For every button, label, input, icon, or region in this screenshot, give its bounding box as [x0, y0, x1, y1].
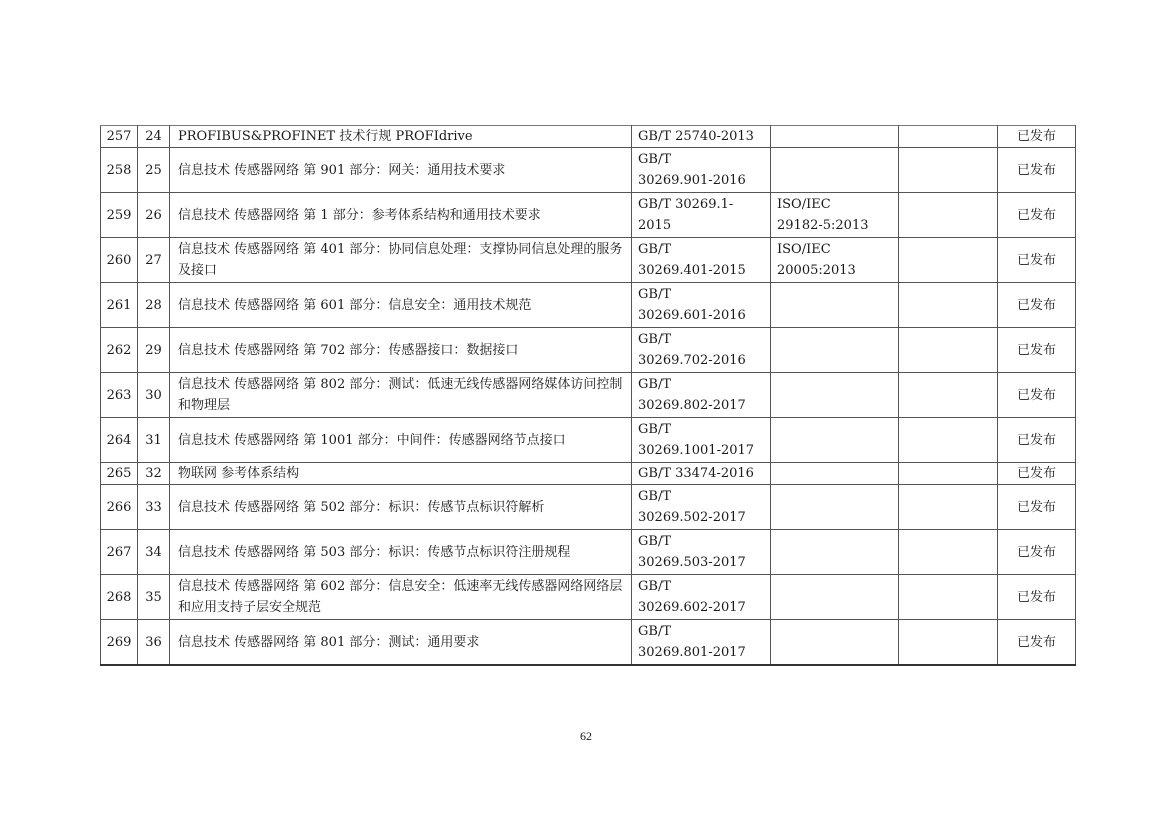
international-standard — [771, 283, 899, 328]
sequence-number: 36 — [138, 620, 170, 666]
note-cell — [899, 530, 998, 575]
row-number: 266 — [101, 485, 138, 530]
standard-name: 信息技术 传感器网络 第 502 部分：标识：传感节点标识符解析 — [170, 485, 632, 530]
sequence-number: 29 — [138, 328, 170, 373]
standard-name: 信息技术 传感器网络 第 1 部分：参考体系结构和通用技术要求 — [170, 193, 632, 238]
standard-code: GB/T 30269.401-2015 — [632, 238, 771, 283]
table-row — [101, 193, 1076, 238]
sequence-number: 32 — [138, 463, 170, 485]
standard-code: GB/T 30269.1001-2017 — [632, 418, 771, 463]
standard-code: GB/T 30269.602-2017 — [632, 575, 771, 620]
table-row — [101, 238, 1076, 283]
international-standard — [771, 328, 899, 373]
sequence-number: 34 — [138, 530, 170, 575]
table-row — [101, 126, 1076, 148]
international-standard — [771, 148, 899, 193]
status-cell: 已发布 — [998, 418, 1076, 463]
status-cell: 已发布 — [998, 328, 1076, 373]
international-standard — [771, 530, 899, 575]
sequence-number: 28 — [138, 283, 170, 328]
sequence-number: 33 — [138, 485, 170, 530]
standards-table — [100, 125, 1076, 666]
status-cell: 已发布 — [998, 148, 1076, 193]
standard-name: 信息技术 传感器网络 第 602 部分：信息安全：低速率无线传感器网络网络层和应用支持子层安全规范 — [170, 575, 632, 620]
row-number: 268 — [101, 575, 138, 620]
note-cell — [899, 418, 998, 463]
table-row — [101, 418, 1076, 463]
note-cell — [899, 463, 998, 485]
standard-name: PROFIBUS&PROFINET 技术行规 PROFIdrive — [170, 126, 632, 148]
table-row — [101, 328, 1076, 373]
standard-code: GB/T 30269.503-2017 — [632, 530, 771, 575]
row-number: 261 — [101, 283, 138, 328]
standard-code: GB/T 25740-2013 — [632, 126, 771, 148]
standard-name: 物联网 参考体系结构 — [170, 463, 632, 485]
status-cell: 已发布 — [998, 530, 1076, 575]
standard-code: GB/T 30269.1-2015 — [632, 193, 771, 238]
row-number: 258 — [101, 148, 138, 193]
status-cell: 已发布 — [998, 373, 1076, 418]
note-cell — [899, 620, 998, 666]
international-standard — [771, 575, 899, 620]
standard-name: 信息技术 传感器网络 第 901 部分：网关：通用技术要求 — [170, 148, 632, 193]
standard-code: GB/T 30269.801-2017 — [632, 620, 771, 666]
note-cell — [899, 126, 998, 148]
row-number: 257 — [101, 126, 138, 148]
note-cell — [899, 283, 998, 328]
standard-name: 信息技术 传感器网络 第 401 部分：协同信息处理：支撑协同信息处理的服务及接口 — [170, 238, 632, 283]
row-number: 263 — [101, 373, 138, 418]
note-cell — [899, 575, 998, 620]
row-number: 267 — [101, 530, 138, 575]
standard-name: 信息技术 传感器网络 第 503 部分：标识：传感节点标识符注册规程 — [170, 530, 632, 575]
sequence-number: 26 — [138, 193, 170, 238]
table-row — [101, 530, 1076, 575]
table-row — [101, 485, 1076, 530]
standard-name: 信息技术 传感器网络 第 702 部分：传感器接口：数据接口 — [170, 328, 632, 373]
sequence-number: 30 — [138, 373, 170, 418]
note-cell — [899, 373, 998, 418]
table-row — [101, 283, 1076, 328]
international-standard — [771, 463, 899, 485]
table-row — [101, 575, 1076, 620]
standard-name: 信息技术 传感器网络 第 601 部分：信息安全：通用技术规范 — [170, 283, 632, 328]
note-cell — [899, 238, 998, 283]
sequence-number: 31 — [138, 418, 170, 463]
standard-name: 信息技术 传感器网络 第 1001 部分：中间件：传感器网络节点接口 — [170, 418, 632, 463]
sequence-number: 35 — [138, 575, 170, 620]
status-cell: 已发布 — [998, 126, 1076, 148]
international-standard — [771, 418, 899, 463]
note-cell — [899, 485, 998, 530]
international-standard: ISO/IEC 20005:2013 — [771, 238, 899, 283]
status-cell: 已发布 — [998, 485, 1076, 530]
standard-code: GB/T 30269.502-2017 — [632, 485, 771, 530]
note-cell — [899, 193, 998, 238]
international-standard — [771, 620, 899, 666]
standard-code: GB/T 30269.702-2016 — [632, 328, 771, 373]
note-cell — [899, 328, 998, 373]
table-row — [101, 620, 1076, 666]
row-number: 259 — [101, 193, 138, 238]
international-standard — [771, 126, 899, 148]
sequence-number: 24 — [138, 126, 170, 148]
sequence-number: 27 — [138, 238, 170, 283]
row-number: 269 — [101, 620, 138, 666]
status-cell: 已发布 — [998, 283, 1076, 328]
sequence-number: 25 — [138, 148, 170, 193]
row-number: 264 — [101, 418, 138, 463]
row-number: 265 — [101, 463, 138, 485]
table-row — [101, 148, 1076, 193]
standard-name: 信息技术 传感器网络 第 802 部分：测试：低速无线传感器网络媒体访问控制和物理层 — [170, 373, 632, 418]
status-cell: 已发布 — [998, 620, 1076, 666]
standard-code: GB/T 30269.901-2016 — [632, 148, 771, 193]
status-cell: 已发布 — [998, 238, 1076, 283]
row-number: 260 — [101, 238, 138, 283]
international-standard — [771, 373, 899, 418]
standard-code: GB/T 30269.802-2017 — [632, 373, 771, 418]
international-standard: ISO/IEC 29182-5:2013 — [771, 193, 899, 238]
status-cell: 已发布 — [998, 575, 1076, 620]
table-body — [101, 126, 1076, 666]
international-standard — [771, 485, 899, 530]
status-cell: 已发布 — [998, 193, 1076, 238]
table-row — [101, 463, 1076, 485]
page-number: 62 — [580, 729, 592, 743]
standard-code: GB/T 33474-2016 — [632, 463, 771, 485]
row-number: 262 — [101, 328, 138, 373]
table-row — [101, 373, 1076, 418]
status-cell: 已发布 — [998, 463, 1076, 485]
standard-name: 信息技术 传感器网络 第 801 部分：测试：通用要求 — [170, 620, 632, 666]
note-cell — [899, 148, 998, 193]
standard-code: GB/T 30269.601-2016 — [632, 283, 771, 328]
